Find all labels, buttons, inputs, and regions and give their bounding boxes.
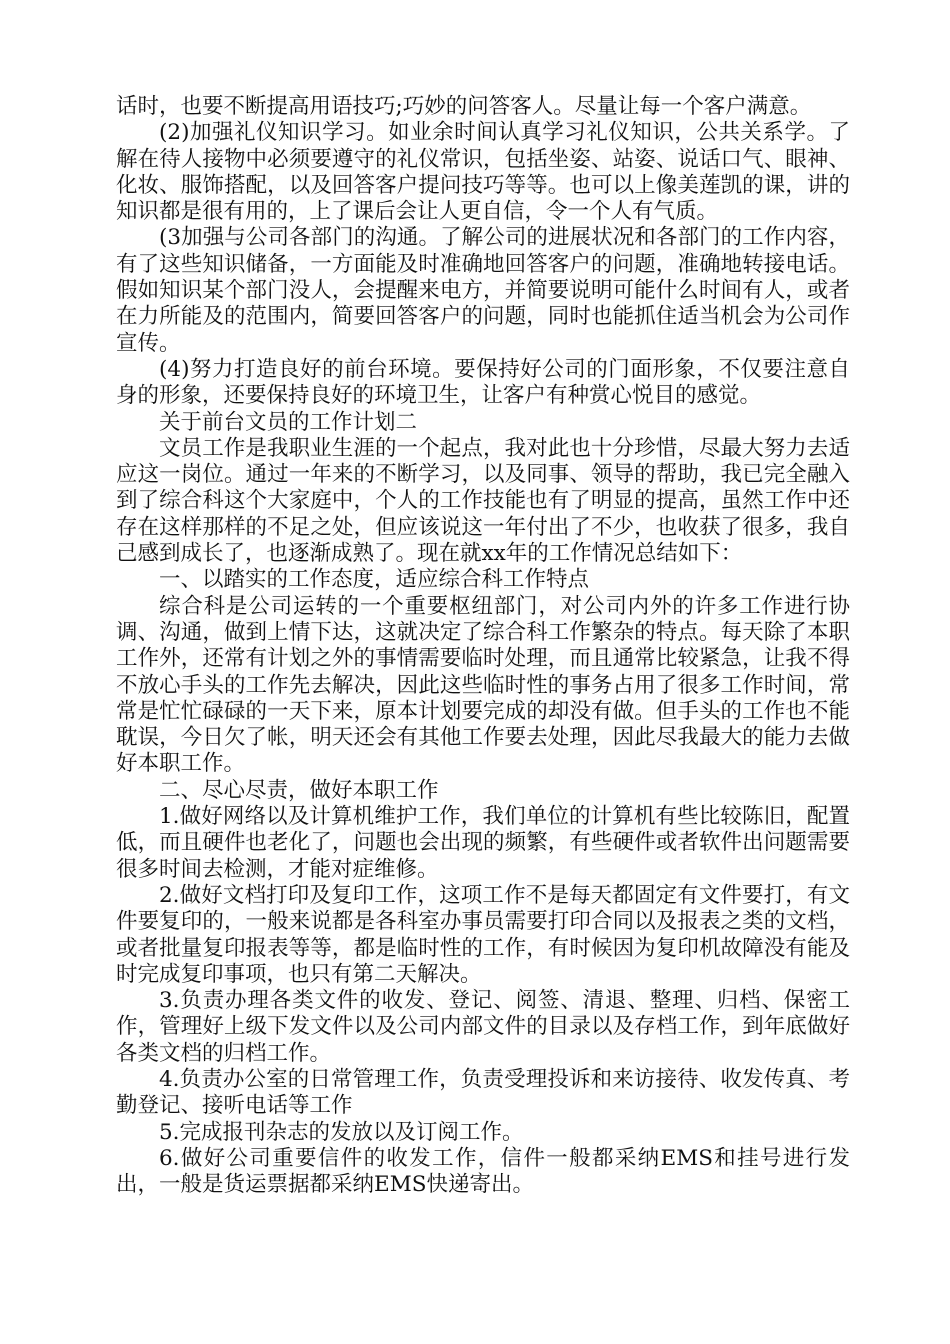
paragraph: (2)加强礼仪知识学习。如业余时间认真学习礼仪知识，公共关系学。了解在待人接物中必须要遵守的礼仪常识，包括坐姿、站姿、说话口气、眼神、化妆、服饰搭配，以及回答客户提问技巧等等。也可以上像美莲凯的课，讲的知识都是很有用的，上了课后会让人更自信，令一个人有气质。 [116, 120, 850, 225]
section-title: 关于前台文员的工作计划二 [159, 409, 418, 435]
list-item: 1.做好网络以及计算机维护工作，我们单位的计算机有些比较陈旧，配置低，而且硬件也老化了，问题也会出现的频繁，有些硬件或者软件出问题需要很多时间去检测，才能对症维修。 [116, 804, 850, 882]
document-page [116, 94, 850, 1198]
paragraph: (3加强与公司各部门的沟通。了解公司的进展状况和各部门的工作内容，有了这些知识储备，一方面能及时准确地回答客户的问题，准确地转接电话。假如知识某个部门没人，会提醒来电方，并简要说明可能什么时间有人，或者在力所能及的范围内，简要回答客户的问题，同时也能抓住适当机会为公司作宣传。 [116, 225, 850, 356]
list-item: 3.负责办理各类文件的收发、登记、阅签、清退、整理、归档、保密工作，管理好上级下发文件以及公司内部文件的目录以及存档工作，到年底做好各类文档的归档工作。 [116, 988, 850, 1066]
paragraph: 话时，也要不断提高用语技巧;巧妙的问答客人。尽量让每一个客户满意。 [116, 94, 812, 119]
paragraph: 综合科是公司运转的一个重要枢纽部门，对公司内外的许多工作进行协调、沟通，做到上情下达，这就决定了综合科工作繁杂的特点。每天除了本职工作外，还常有计划之外的事情需要临时处理，而且通常比较紧急，让我不得不放心手头的工作先去解决，因此这些临时性的事务占用了很多工作时间，常常是忙忙碌碌的一天下来，原本计划要完成的却没有做。但手头的工作也不能耽误，今日欠了帐，明天还会有其他工作要去处理，因此尽我最大的能力去做好本职工作。 [116, 593, 850, 777]
paragraph: (4)努力打造良好的前台环境。要保持好公司的门面形象，不仅要注意自身的形象，还要保持良好的环境卫生，让客户有种赏心悦目的感觉。 [116, 356, 850, 409]
list-item: 6.做好公司重要信件的收发工作，信件一般都采纳EMS和挂号进行发出，一般是货运票据都采纳EMS快递寄出。 [116, 1145, 850, 1198]
list-item: 4.负责办公室的日常管理工作，负责受理投诉和来访接待、收发传真、考勤登记、接听电话等工作 [116, 1066, 850, 1119]
list-item: 5.完成报刊杂志的发放以及订阅工作。 [159, 1119, 524, 1145]
paragraph: 文员工作是我职业生涯的一个起点，我对此也十分珍惜，尽最大努力去适应这一岗位。通过一年来的不断学习，以及同事、领导的帮助，我已完全融入到了综合科这个大家庭中，个人的工作技能也有了明显的提高，虽然工作中还存在这样那样的不足之处，但应该说这一年付出了不少，也收获了很多，我自己感到成长了，也逐渐成熟了。现在就xx年的工作情况总结如下： [116, 435, 850, 567]
section-heading: 一、以踏实的工作态度，适应综合科工作特点 [159, 567, 590, 593]
list-item: 2.做好文档打印及复印工作，这项工作不是每天都固定有文件要打，有文件要复印的，一般来说都是各科室办事员需要打印合同以及报表之类的文档，或者批量复印报表等等，都是临时性的工作，有时候因为复印机故障没有能及时完成复印事项，也只有第二天解决。 [116, 882, 850, 987]
section-heading: 二、尽心尽责，做好本职工作 [159, 777, 439, 803]
